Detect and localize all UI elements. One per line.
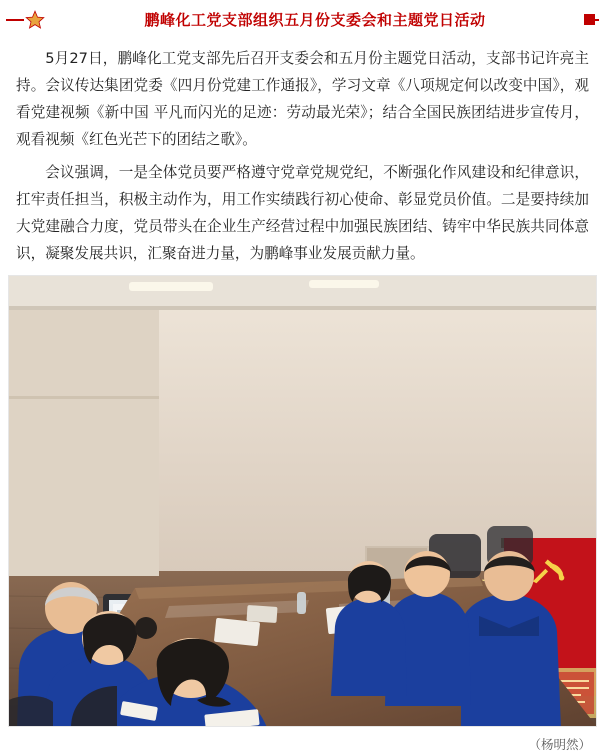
- article-page: [0, 4, 605, 752]
- article-photo-container: [8, 275, 597, 727]
- paragraph-1: 5月27日，鹏峰化工党支部先后召开支委会和五月份主题党日活动，支部书记许亮主持。会议传达集团党委《四月份党建工作通报》，学习文章《八项规定何以改变中国》，观看党建视频《新中国 平凡而闪光的足迹：劳动最光荣》；结合全国民族团结进步宣传月，观看视频《红色光芒下的团结之歌》。: [16, 50, 589, 148]
- star-icon: [24, 9, 46, 31]
- article-body: [0, 35, 605, 267]
- meeting-photo-illustration: [9, 276, 597, 727]
- header-end-marker: [584, 14, 595, 25]
- paragraph-2: 会议强调，一是全体党员要严格遵守党章党规党纪，不断强化作风建设和纪律意识，扛牢责任担当，积极主动作为，用工作实绩践行初心使命、彰显党员价值。二是要持续加大党建融合力度，党员带头在企业生产经营过程中加强民族团结、铸牢中华民族共同体意识，凝聚发展共识，汇聚奋进力量，为鹏峰事业发展贡献力量。: [16, 164, 589, 262]
- photo-credit: （杨明然）: [528, 737, 591, 752]
- meeting-photo: [8, 275, 597, 727]
- article-header: [6, 4, 599, 35]
- page-title: 鹏峰化工党支部组织五月份支委会和主题党日活动: [46, 9, 584, 30]
